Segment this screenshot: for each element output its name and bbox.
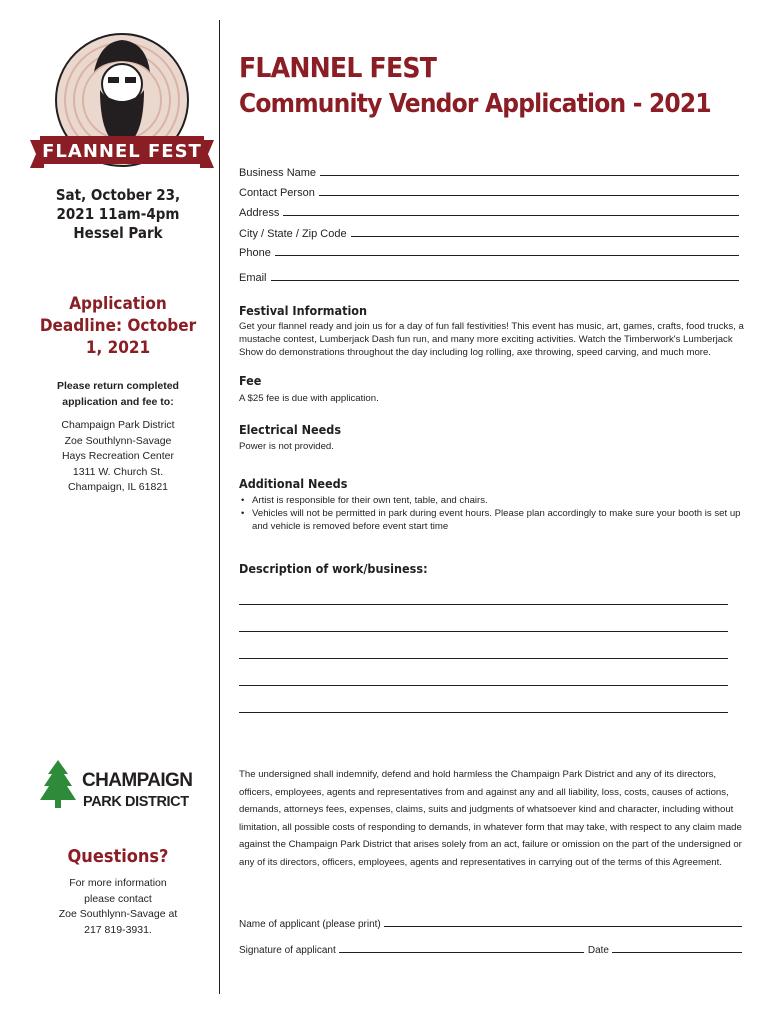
address-line: Champaign, IL 61821	[67, 481, 169, 493]
list-item: • Artist is responsible for their own tent, table, and chairs.	[239, 494, 744, 507]
signature-line[interactable]	[339, 952, 584, 953]
description-line[interactable]	[239, 685, 728, 686]
contact-person-line[interactable]	[319, 195, 739, 196]
festival-heading: Festival Information	[239, 303, 368, 318]
date-line[interactable]	[612, 952, 742, 953]
city-state-zip-label: City / State / Zip Code	[239, 228, 347, 240]
logo-banner-text: FLANNEL FEST	[42, 141, 202, 162]
cpd-logo-line2: PARK DISTRICT	[83, 794, 189, 810]
contact-person-label: Contact Person	[239, 187, 315, 199]
applicant-name-label: Name of applicant (please print)	[239, 919, 381, 930]
list-item: • Vehicles will not be permitted in park during event hours. Please plan accordingly to make sure your booth is set up and vehicle is removed before event start time	[239, 507, 744, 533]
deadline-line3: 1, 2021	[85, 338, 151, 358]
email-label: Email	[239, 272, 267, 284]
deadline-line1: Application	[69, 294, 167, 314]
business-name-line[interactable]	[320, 175, 739, 176]
additional-needs-list	[239, 494, 744, 533]
address-line-input[interactable]	[283, 215, 739, 216]
festival-text: Get your flannel ready and join us for a day of fun fall festivities! This event has music, art, games, crafts, food trucks, a mustache contest, Lumberjack Dash fun run, and many more exciting activities. Watch the Timberwork's Lumberjack Show do demonstrations throughout the day including log rolling, axe throwing, speed carving, and much more.	[239, 321, 744, 358]
description-heading: Description of work/business:	[239, 561, 428, 576]
event-info	[30, 186, 206, 243]
questions-heading: Questions?	[67, 846, 169, 867]
champaign-park-district-logo	[40, 760, 210, 812]
fee-heading: Fee	[239, 373, 262, 388]
cpd-logo-line1: CHAMPAIGN	[82, 770, 193, 791]
indemnity-agreement-text: The undersigned shall indemnify, defend and hold harmless the Champaign Park District and any of its directors, officers, employees, agents and representatives from and against any and all liability, loss, costs, causes of actions, demands, attorneys fees, expenses, claims, suits and judgments of whatsoever kind and character, including without limitation, all possible costs of responding to demands, in whatever form that may take, with respect to any claim made against the Champaign Park District that arises solely from an act, failure or omission on the part of the undersigned or any of its directors, officers, employees, agents and representatives in carrying out of the terms of this Agreement.	[239, 769, 742, 868]
phone-label: Phone	[239, 247, 271, 259]
contact-line: 217 819-3931.	[84, 923, 152, 936]
address-line: Zoe Southlynn-Savage	[64, 434, 172, 447]
event-date-line2: 2021 11am-4pm	[56, 205, 180, 223]
phone-line[interactable]	[275, 255, 739, 256]
signature-row[interactable]	[239, 940, 742, 956]
applicant-name-row[interactable]	[239, 914, 742, 930]
page-title: FLANNEL FEST	[239, 51, 437, 84]
application-deadline	[30, 293, 206, 359]
additional-heading: Additional Needs	[239, 476, 348, 491]
address-line: 1311 W. Church St.	[72, 465, 164, 478]
address-field[interactable]	[239, 203, 739, 219]
business-name-label: Business Name	[239, 167, 317, 179]
email-field[interactable]	[239, 268, 739, 284]
phone-field[interactable]	[239, 243, 739, 259]
column-divider	[219, 20, 220, 994]
return-label-line1: Please return completed	[57, 380, 179, 392]
questions-contact	[30, 876, 206, 938]
address-line: Champaign Park District	[61, 419, 175, 431]
date-label: Date	[587, 945, 609, 956]
contact-person-field[interactable]	[239, 183, 739, 199]
email-line[interactable]	[271, 280, 739, 281]
event-date-line1: Sat, October 23,	[55, 186, 181, 204]
return-label	[30, 378, 206, 410]
signature-label: Signature of applicant	[239, 945, 336, 956]
description-line[interactable]	[239, 604, 728, 605]
event-location: Hessel Park	[73, 224, 163, 242]
page-subtitle: Community Vendor Application - 2021	[239, 89, 711, 119]
deadline-line2: Deadline: October	[39, 316, 197, 336]
description-line[interactable]	[239, 712, 728, 713]
pine-tree-icon	[40, 760, 76, 808]
electrical-text: Power is not provided.	[239, 441, 334, 452]
return-address	[30, 418, 206, 496]
city-state-zip-field[interactable]	[239, 224, 739, 240]
contact-line: please contact	[84, 892, 152, 905]
return-label-line2: application and fee to:	[62, 396, 174, 408]
contact-line: Zoe Southlynn-Savage at	[58, 908, 178, 920]
fee-text: A $25 fee is due with application.	[239, 393, 379, 404]
description-line[interactable]	[239, 658, 728, 659]
applicant-name-line[interactable]	[384, 926, 742, 927]
address-label: Address	[239, 207, 280, 219]
city-state-zip-line[interactable]	[351, 236, 739, 237]
address-line: Hays Recreation Center	[61, 450, 175, 462]
business-name-field[interactable]	[239, 163, 739, 179]
electrical-heading: Electrical Needs	[239, 422, 342, 437]
contact-line: For more information	[69, 877, 167, 889]
description-line[interactable]	[239, 631, 728, 632]
flannel-fest-logo	[30, 28, 214, 188]
